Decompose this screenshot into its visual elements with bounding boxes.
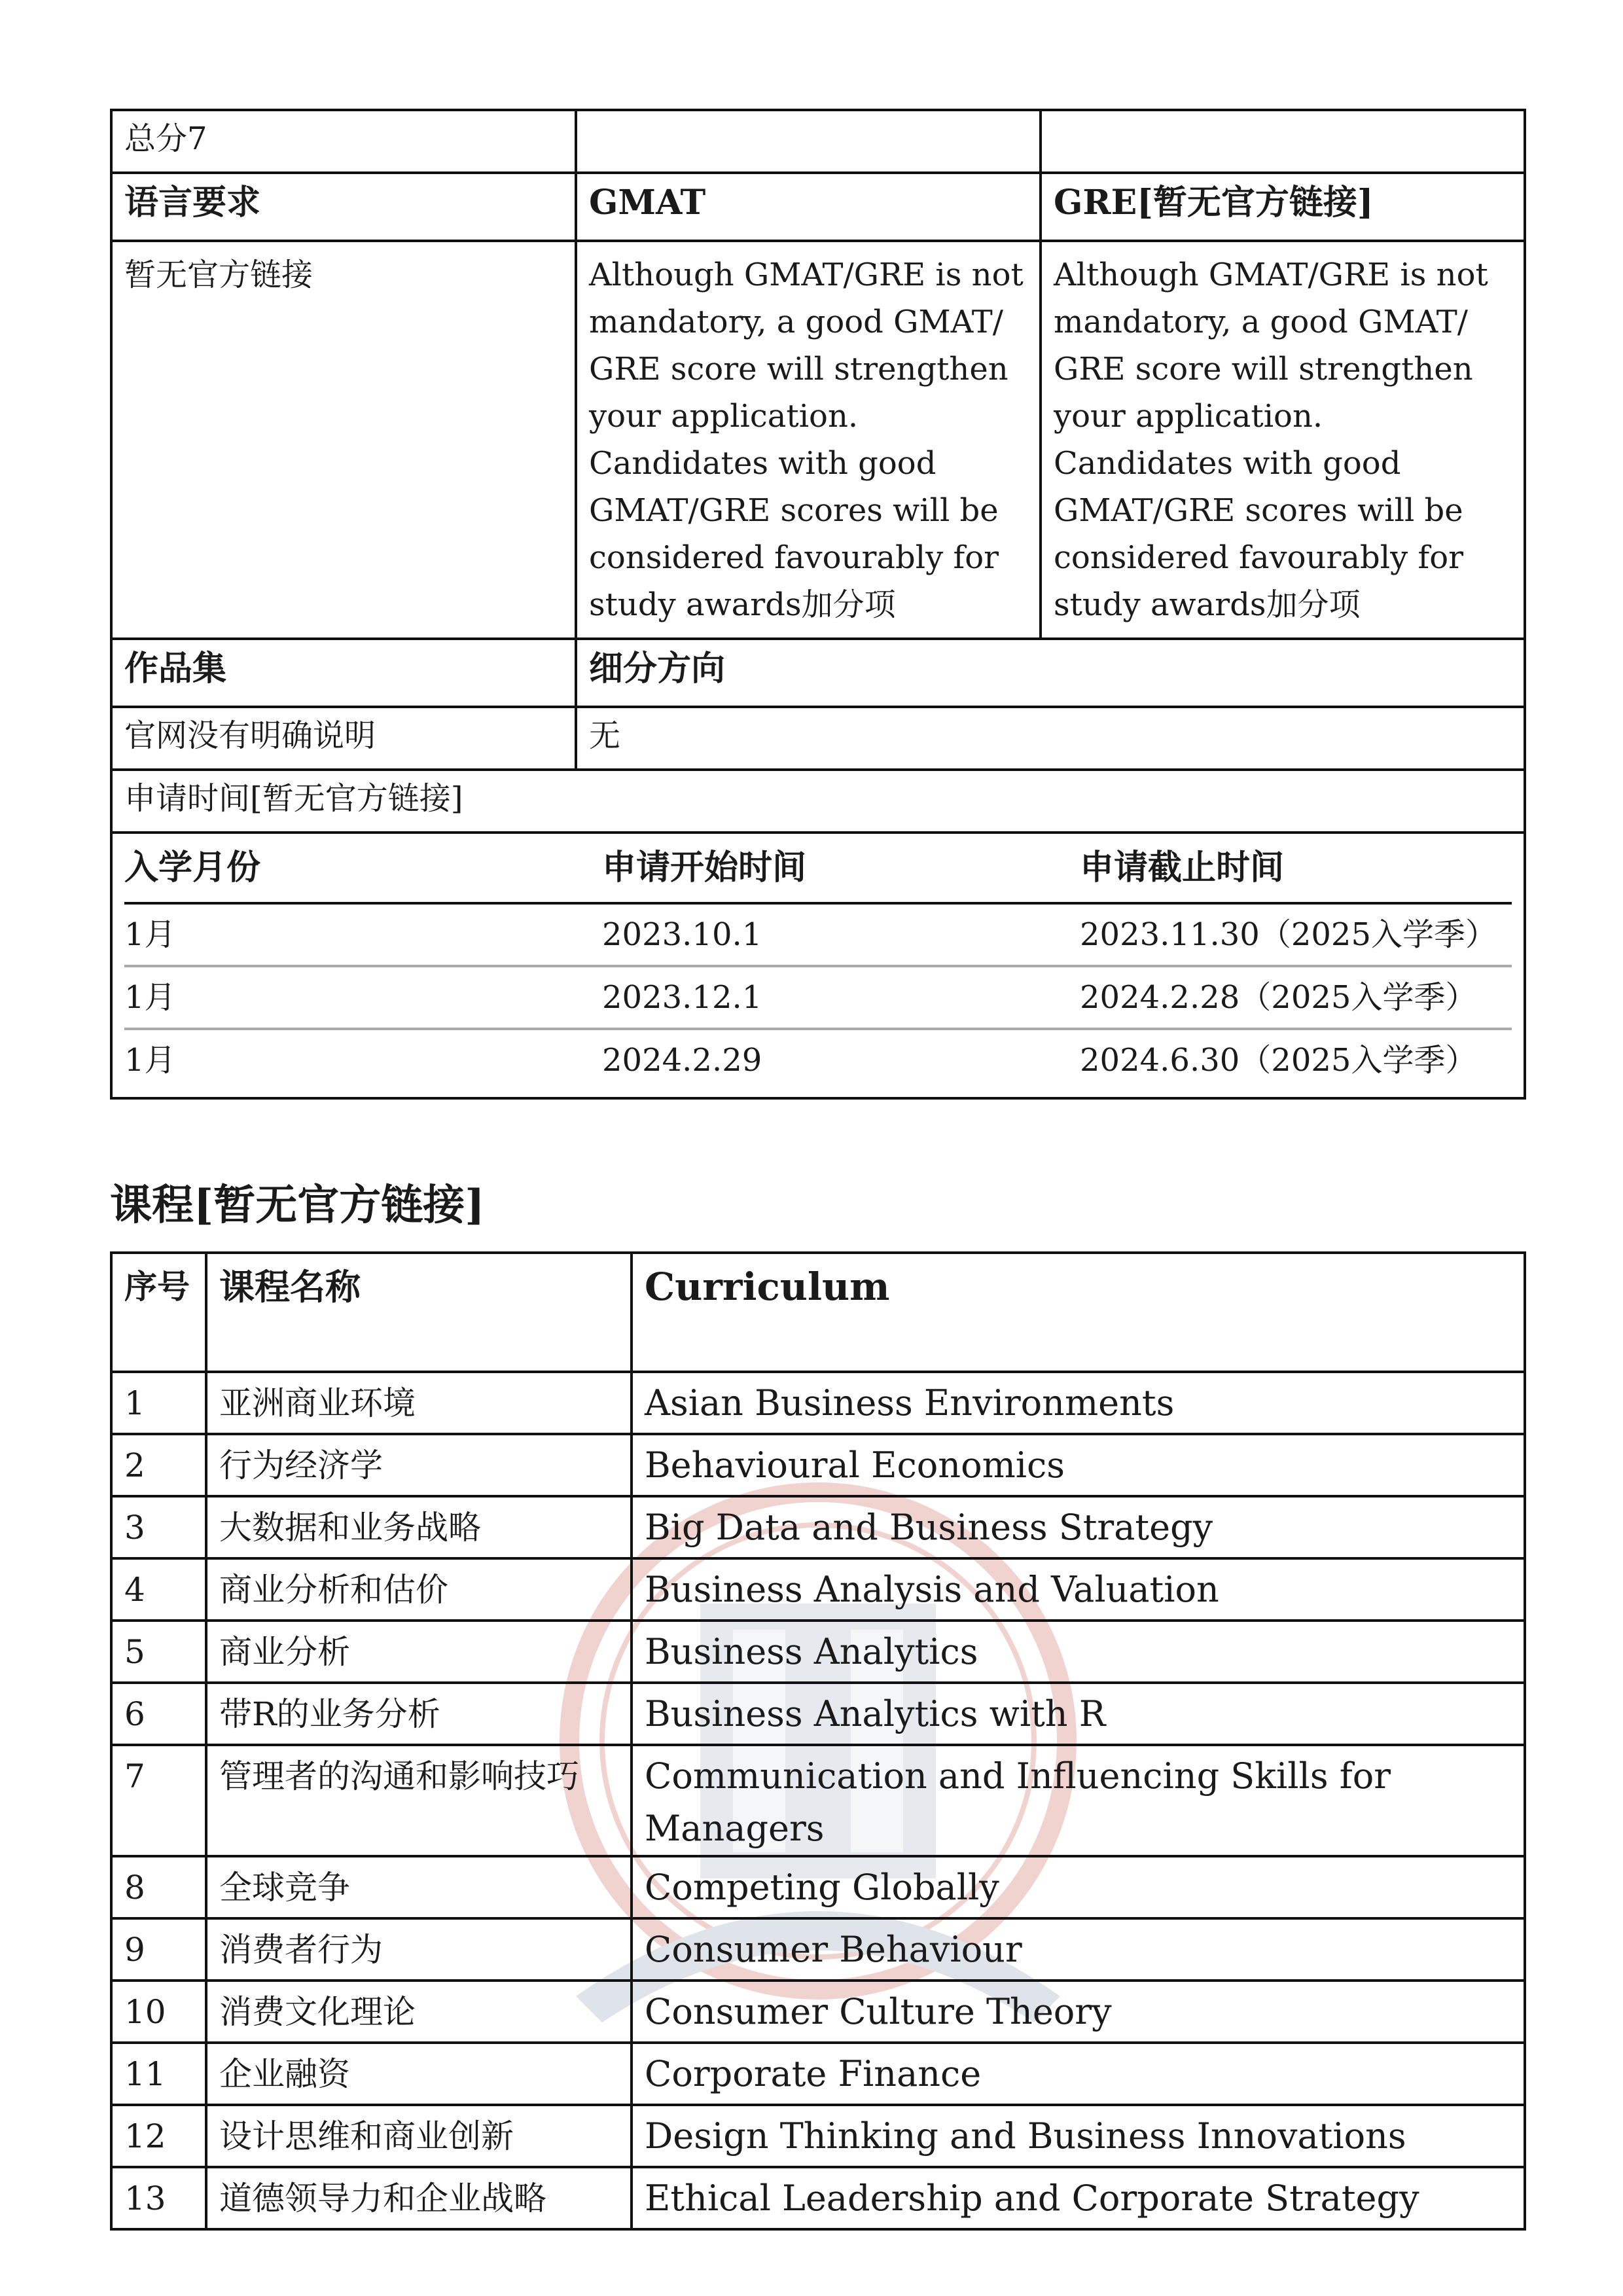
table-row (111, 1558, 1525, 1621)
course-name-cn: 商业分析和估价 (206, 1558, 632, 1621)
course-number: 12 (111, 2105, 206, 2167)
portfolio-header: 作品集 (111, 639, 576, 707)
intake-month: 1月 (124, 916, 176, 953)
course-number: 2 (111, 1434, 206, 1496)
course-name-en: Big Data and Business Strategy (632, 1496, 1525, 1558)
intake-row (124, 967, 1512, 1030)
portfolio-value: 官网没有明确说明 (111, 707, 576, 770)
table-row (111, 1621, 1525, 1683)
intake-start: 2024.2.29 (602, 1042, 762, 1079)
gmat-text: Although GMAT/GRE is not mandatory, a good GMAT/ GRE score will strengthen your application. Candidates with good GMAT/GRE scores will be considered favourably for study awards加分项 (576, 241, 1041, 639)
intake-row (124, 1030, 1512, 1090)
table-row (111, 1496, 1525, 1558)
curriculum-title: 课程[暂无官方链接] (110, 1181, 485, 1230)
intake-start: 2023.12.1 (602, 979, 762, 1016)
requirements-table (110, 109, 1526, 1100)
course-number: 7 (111, 1745, 206, 1856)
course-name-cn: 全球竞争 (206, 1856, 632, 1918)
course-name-en: Consumer Culture Theory (632, 1981, 1525, 2043)
intake-month: 1月 (124, 979, 176, 1016)
course-name-en: Communication and Influencing Skills for Managers (632, 1745, 1525, 1856)
application-time-label: 申请时间[暂无官方链接] (111, 770, 1525, 833)
intake-month: 1月 (124, 1042, 176, 1079)
specialization-value: 无 (576, 707, 1525, 770)
intake-end: 2024.6.30（2025入学季） (1080, 1042, 1477, 1079)
table-row (111, 1745, 1525, 1856)
intake-end: 2024.2.28（2025入学季） (1080, 979, 1477, 1016)
total-score-cell: 总分7 (111, 110, 576, 173)
intake-end-header: 申请截止时间 (1080, 848, 1285, 888)
course-name-en: Design Thinking and Business Innovations (632, 2105, 1525, 2167)
course-number: 9 (111, 1918, 206, 1981)
table-row (111, 1918, 1525, 1981)
course-name-cn: 消费文化理论 (206, 1981, 632, 2043)
course-name-en: Competing Globally (632, 1856, 1525, 1918)
table-row (111, 2105, 1525, 2167)
course-number: 5 (111, 1621, 206, 1683)
course-name-en: Ethical Leadership and Corporate Strategy (632, 2167, 1525, 2229)
course-name-en: Asian Business Environments (632, 1372, 1525, 1434)
gre-header: GRE[暂无官方链接] (1041, 173, 1525, 241)
lang-req-value: 暂无官方链接 (111, 241, 576, 639)
intake-start-header: 申请开始时间 (602, 848, 807, 888)
intake-header-row (124, 834, 1512, 905)
course-name-en: Corporate Finance (632, 2043, 1525, 2105)
course-name-en: Business Analytics with R (632, 1683, 1525, 1745)
intake-end: 2023.11.30（2025入学季） (1080, 916, 1497, 953)
intake-table (111, 833, 1525, 1098)
specialization-header: 细分方向 (576, 639, 1525, 707)
course-name-cn: 大数据和业务战略 (206, 1496, 632, 1558)
course-number: 3 (111, 1496, 206, 1558)
course-name-cn: 亚洲商业环境 (206, 1372, 632, 1434)
gmat-header: GMAT (576, 173, 1041, 241)
course-name-en: Behavioural Economics (632, 1434, 1525, 1496)
lang-req-header: 语言要求 (111, 173, 576, 241)
course-name-cn: 商业分析 (206, 1621, 632, 1683)
intake-month-header: 入学月份 (124, 848, 261, 888)
course-name-cn: 道德领导力和企业战略 (206, 2167, 632, 2229)
table-row (111, 1372, 1525, 1434)
course-number: 11 (111, 2043, 206, 2105)
course-name-en: Business Analytics (632, 1621, 1525, 1683)
table-row (111, 1981, 1525, 2043)
course-name-cn: 消费者行为 (206, 1918, 632, 1981)
course-name-en: Business Analysis and Valuation (632, 1558, 1525, 1621)
table-row (111, 1683, 1525, 1745)
curriculum-table (110, 1251, 1526, 2231)
course-number: 1 (111, 1372, 206, 1434)
course-number: 4 (111, 1558, 206, 1621)
table-row (111, 1434, 1525, 1496)
intake-row (124, 905, 1512, 967)
curriculum-header: Curriculum (632, 1253, 1525, 1372)
course-number: 10 (111, 1981, 206, 2043)
course-name-en: Consumer Behaviour (632, 1918, 1525, 1981)
course-number: 8 (111, 1856, 206, 1918)
table-row (111, 2167, 1525, 2229)
course-number: 6 (111, 1683, 206, 1745)
course-name-header: 课程名称 (206, 1253, 632, 1372)
table-row (111, 2043, 1525, 2105)
course-name-cn: 管理者的沟通和影响技巧 (206, 1745, 632, 1856)
number-header: 序号 (111, 1253, 206, 1372)
table-row (111, 1856, 1525, 1918)
course-name-cn: 行为经济学 (206, 1434, 632, 1496)
course-name-cn: 带R的业务分析 (206, 1683, 632, 1745)
gre-text: Although GMAT/GRE is not mandatory, a good GMAT/ GRE score will strengthen your application. Candidates with good GMAT/GRE scores will be considered favourably for study awards加分项 (1041, 241, 1525, 639)
intake-start: 2023.10.1 (602, 916, 762, 953)
course-number: 13 (111, 2167, 206, 2229)
course-name-cn: 设计思维和商业创新 (206, 2105, 632, 2167)
course-name-cn: 企业融资 (206, 2043, 632, 2105)
